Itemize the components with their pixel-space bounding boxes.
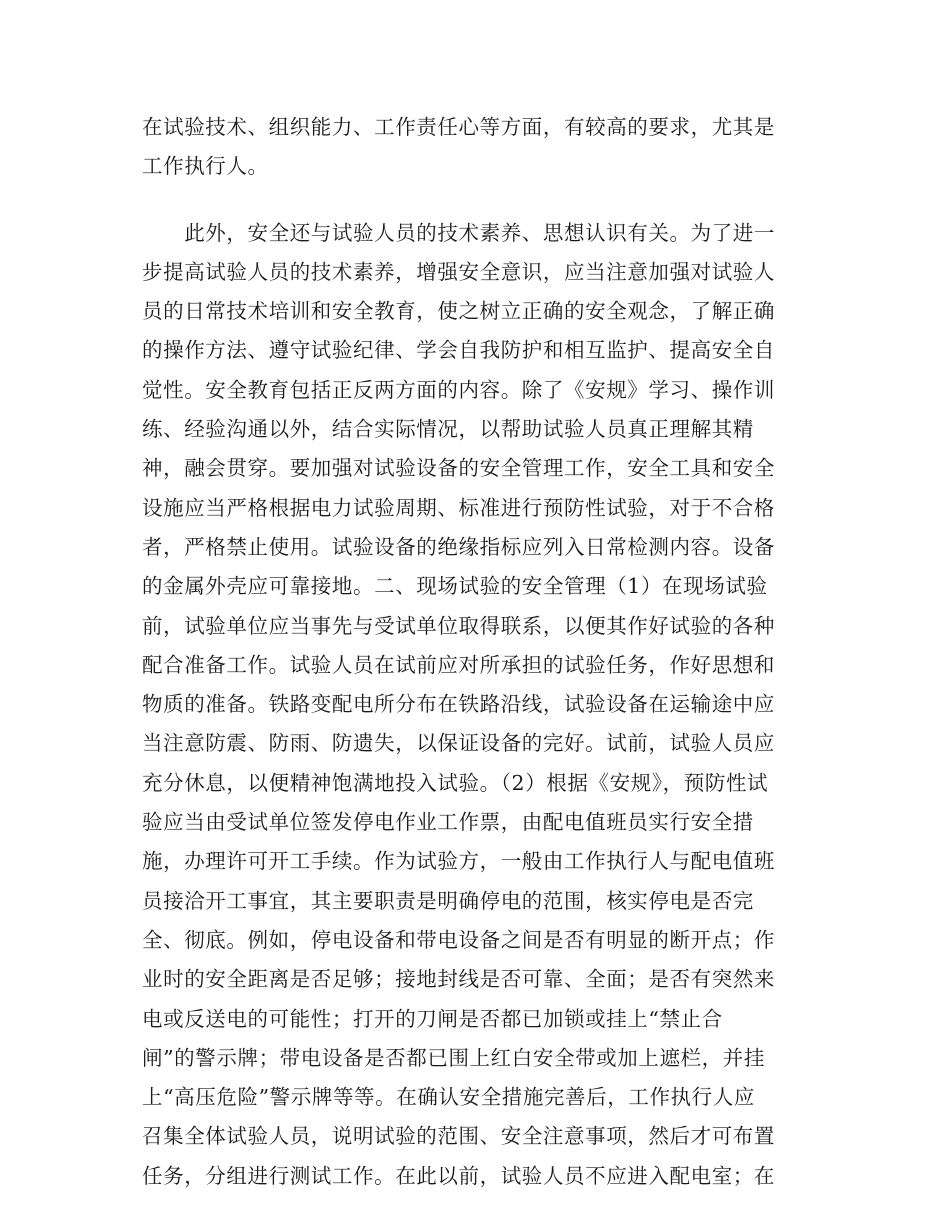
text-line: 步提高试验人员的技术素养，增强安全意识，应当注意加强对试验人 [142,259,775,284]
text-line: 配合准备工作。试验人员在试前应对所承担的试验任务，作好思想和 [142,652,775,677]
text-line: 神，融会贯穿。要加强对试验设备的安全管理工作，安全工具和安全 [142,456,775,481]
text-line: 充分休息，以便精神饱满地投入试验。（2）根据《安规》，预防性试 [142,770,769,795]
text-line: 员的日常技术培训和安全教育，使之树立正确的安全观念，了解正确 [142,299,775,324]
paragraph-spacing [142,187,807,214]
text-line: 员接洽开工事宜，其主要职责是明确停电的范围，核实停电是否完 [142,888,754,913]
text-line: 上“高压危险”警示牌等等。在确认安全措施完善后，工作执行人应 [142,1085,755,1110]
text-line: 闸”的警示牌；带电设备是否都已围上红白安全带或加上遮栏，并挂 [142,1045,765,1070]
text-line: 电或反送电的可能性；打开的刀闸是否都已加锁或挂上“禁止合 [142,1006,723,1031]
text-line: 全、彻底。例如，停电设备和带电设备之间是否有明显的断开点；作 [142,927,775,952]
text-line: 物质的准备。铁路变配电所分布在铁路沿线，试验设备在运输途中应 [142,692,775,717]
text-line: 验应当由受试单位签发停电作业工作票，由配电值班员实行安全措 [142,810,754,835]
text-line: 召集全体试验人员，说明试验的范围、安全注意事项，然后才可布置 [142,1124,775,1149]
text-line: 的操作方法、遵守试验纪律、学会自我防护和相互监护、提高安全自 [142,338,775,363]
text-line: 者，严格禁止使用。试验设备的绝缘指标应列入日常检测内容。设备 [142,534,775,559]
text-line: 工作执行人。 [142,154,269,179]
text-line: 业时的安全距离是否足够；接地封线是否可靠、全面；是否有突然来 [142,967,775,992]
text-line: 任务，分组进行测试工作。在此以前，试验人员不应进入配电室；在 [142,1163,775,1188]
paragraph-2 [142,214,807,1196]
text-line: 前，试验单位应当事先与受试单位取得联系，以便其作好试验的各种 [142,613,775,638]
text-line: 觉性。安全教育包括正反两方面的内容。除了《安规》学习、操作训 [142,377,775,402]
text-line: 当注意防震、防雨、防遗失，以保证设备的完好。试前，试验人员应 [142,731,775,756]
text-line: 此外，安全还与试验人员的技术素养、思想认识有关。为了进一 [142,220,775,245]
text-line: 的金属外壳应可靠接地。二、现场试验的安全管理（1）在现场试验 [142,574,768,599]
document-body [142,108,807,1196]
text-line: 施，办理许可开工手续。作为试验方，一般由工作执行人与配电值班 [142,849,775,874]
text-line: 在试验技术、组织能力、工作责任心等方面，有较高的要求，尤其是 [142,115,775,139]
text-line: 设施应当严格根据电力试验周期、标准进行预防性试验，对于不合格 [142,495,775,520]
paragraph-1 [142,108,807,187]
text-line: 练、经验沟通以外，结合实际情况，以帮助试验人员真正理解其精 [142,417,754,442]
